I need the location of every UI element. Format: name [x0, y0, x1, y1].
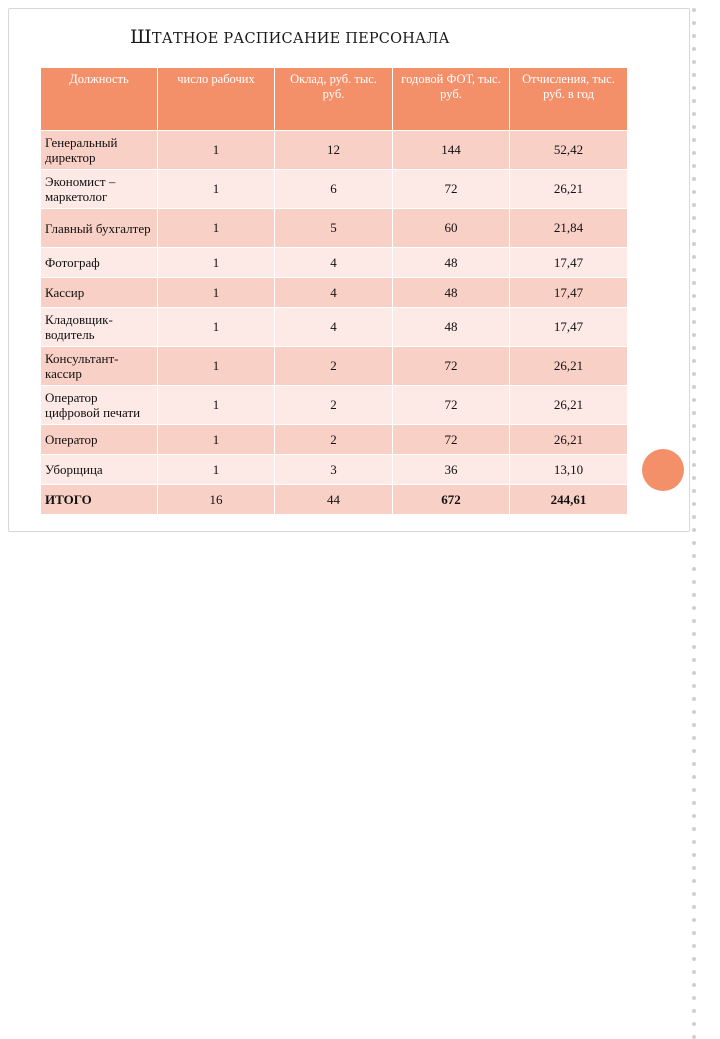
cell-salary: 4 — [275, 248, 393, 278]
cell-workers: 1 — [158, 386, 275, 425]
cell-fund: 72 — [393, 170, 510, 209]
total-workers: 16 — [158, 485, 275, 515]
title-first-letter: Ш — [130, 26, 152, 48]
cell-deductions: 26,21 — [510, 347, 628, 386]
cell-position: Экономист – маркетолог — [41, 170, 158, 209]
cell-salary: 2 — [275, 386, 393, 425]
cell-salary: 5 — [275, 209, 393, 248]
header-position: Должность — [41, 68, 158, 131]
cell-position: Кассир — [41, 278, 158, 308]
cell-position: Оператор цифровой печати — [41, 386, 158, 425]
cell-deductions: 26,21 — [510, 170, 628, 209]
cell-salary: 12 — [275, 131, 393, 170]
cell-salary: 6 — [275, 170, 393, 209]
total-salary: 44 — [275, 485, 393, 515]
cell-fund: 72 — [393, 425, 510, 455]
cell-workers: 1 — [158, 248, 275, 278]
cell-workers: 1 — [158, 278, 275, 308]
cell-fund: 48 — [393, 308, 510, 347]
title-rest: ТАТНОЕ РАСПИСАНИЕ ПЕРСОНАЛА — [151, 31, 450, 47]
cell-workers: 1 — [158, 209, 275, 248]
cell-position: Консультант-кассир — [41, 347, 158, 386]
cell-salary: 3 — [275, 455, 393, 485]
cell-fund: 36 — [393, 455, 510, 485]
cell-workers: 1 — [158, 170, 275, 209]
cell-deductions: 17,47 — [510, 308, 628, 347]
cell-position: Главный бухгалтер — [41, 209, 158, 248]
table-row — [41, 455, 628, 485]
side-dots-decoration — [690, 8, 698, 528]
cell-position: Генеральный директор — [41, 131, 158, 170]
table-row — [41, 386, 628, 425]
cell-salary: 4 — [275, 278, 393, 308]
table-row — [41, 170, 628, 209]
cell-workers: 1 — [158, 425, 275, 455]
total-deductions: 244,61 — [510, 485, 628, 515]
table-row — [41, 209, 628, 248]
cell-fund: 144 — [393, 131, 510, 170]
cell-position: Кладовщик-водитель — [41, 308, 158, 347]
page-title — [130, 26, 450, 48]
cell-fund: 48 — [393, 248, 510, 278]
cell-deductions: 17,47 — [510, 248, 628, 278]
cell-workers: 1 — [158, 131, 275, 170]
cell-fund: 48 — [393, 278, 510, 308]
cell-workers: 1 — [158, 455, 275, 485]
cell-fund: 72 — [393, 347, 510, 386]
decorative-circle — [642, 449, 684, 491]
cell-deductions: 26,21 — [510, 425, 628, 455]
cell-fund: 60 — [393, 209, 510, 248]
total-position: ИТОГО — [41, 485, 158, 515]
cell-workers: 1 — [158, 308, 275, 347]
table-header-row — [41, 68, 628, 131]
header-workers: число рабочих — [158, 68, 275, 131]
header-deductions: Отчисления, тыс. руб. в год — [510, 68, 628, 131]
table-row — [41, 278, 628, 308]
table-row — [41, 347, 628, 386]
cell-fund: 72 — [393, 386, 510, 425]
cell-position: Уборщица — [41, 455, 158, 485]
staff-table — [40, 67, 628, 515]
table-row — [41, 131, 628, 170]
cell-salary: 4 — [275, 308, 393, 347]
table-row — [41, 308, 628, 347]
header-salary: Оклад, руб. тыс. руб. — [275, 68, 393, 131]
cell-salary: 2 — [275, 425, 393, 455]
cell-deductions: 26,21 — [510, 386, 628, 425]
cell-deductions: 21,84 — [510, 209, 628, 248]
table-total-row — [41, 485, 628, 515]
table-row — [41, 248, 628, 278]
cell-position: Фотограф — [41, 248, 158, 278]
cell-workers: 1 — [158, 347, 275, 386]
cell-deductions: 13,10 — [510, 455, 628, 485]
cell-deductions: 52,42 — [510, 131, 628, 170]
total-fund: 672 — [393, 485, 510, 515]
cell-position: Оператор — [41, 425, 158, 455]
cell-salary: 2 — [275, 347, 393, 386]
table-row — [41, 425, 628, 455]
header-fund: годовой ФОТ, тыс. руб. — [393, 68, 510, 131]
cell-deductions: 17,47 — [510, 278, 628, 308]
